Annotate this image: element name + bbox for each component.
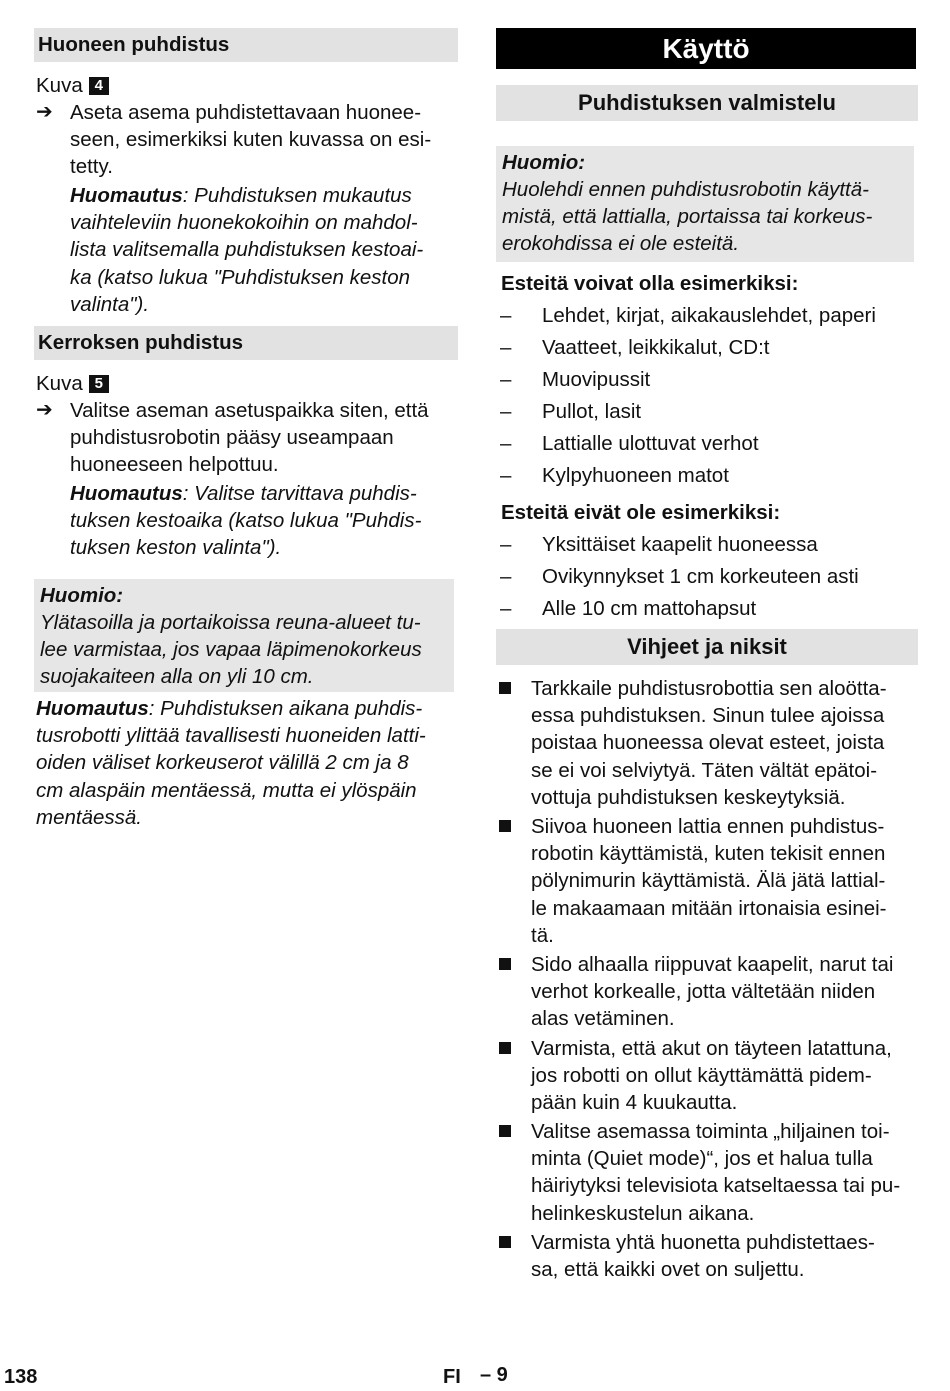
text-line: Valitse aseman asetuspaikka siten, että <box>70 399 429 422</box>
text-line: suojakaiteen alla on yli 10 cm. <box>40 665 314 688</box>
dash-marker: – <box>500 597 512 620</box>
tip-item <box>531 675 887 811</box>
figure-number-badge: 4 <box>89 77 109 95</box>
text-line: mentäessä. <box>36 805 142 829</box>
text-line: sa, että kaikki ovet on suljettu. <box>531 1258 805 1282</box>
text-line: se ei voi selviytyä. Täten vältät epätoi- <box>531 758 878 782</box>
square-bullet-icon <box>499 1125 511 1137</box>
caution-box-left <box>34 579 454 692</box>
step-text-1 <box>70 99 431 181</box>
arrow-right-icon: ➔ <box>36 399 53 421</box>
dash-marker: – <box>500 368 512 391</box>
text-line: erokohdissa ei ole esteitä. <box>502 232 740 255</box>
section-title-tips: Vihjeet ja niksit <box>496 629 918 665</box>
tip-item <box>531 1229 875 1283</box>
text-line: Sido alhaalla riippuvat kaapelit, narut tai <box>531 953 894 976</box>
text-line: : Puhdistuksen mukautus <box>182 184 412 207</box>
square-bullet-icon <box>499 682 511 694</box>
sub-page-number: – 9 <box>480 1364 508 1386</box>
dash-marker: – <box>500 464 512 487</box>
tip-item <box>531 1118 900 1227</box>
text-line: : Puhdistuksen aikana puhdis- <box>148 697 423 720</box>
text-line: verhot korkealle, jotta vältetään niiden <box>531 980 876 1004</box>
tip-item <box>531 813 887 949</box>
list-item: Muovipussit <box>542 368 651 391</box>
text-line: le makaamaan mitään irtonaisia esinei- <box>531 896 887 920</box>
square-bullet-icon <box>499 958 511 970</box>
text-line: tusrobotti ylittää tavallisesti huoneiden latti- <box>36 724 426 748</box>
square-bullet-icon <box>499 820 511 832</box>
tip-item <box>531 1035 892 1117</box>
text-line: vaihteleviin huonekokoihin on mahdol- <box>70 211 418 235</box>
list-item: Kylpyhuoneen matot <box>542 464 729 487</box>
caution-title: Huomio: <box>502 151 586 174</box>
final-note <box>36 695 426 831</box>
list-item: Pullot, lasit <box>542 400 642 423</box>
text-line: pölynimurin käyttämistä. Älä jätä lattial- <box>531 869 886 893</box>
text-line: puhdistusrobotin pääsy useampaan <box>70 426 394 450</box>
text-line: Siivoa huoneen lattia ennen puhdistus- <box>531 815 885 838</box>
dash-marker: – <box>500 533 512 556</box>
text-line: tetty. <box>70 155 113 179</box>
caution-content <box>34 579 454 693</box>
text-line: Aseta asema puhdistettavaan huonee- <box>70 101 422 124</box>
non-obstacles-heading: Esteitä eivät ole esimerkiksi: <box>501 501 781 524</box>
page-number: 138 <box>4 1366 38 1388</box>
section-title-preparation: Puhdistuksen valmistelu <box>496 85 918 121</box>
text-line: lee varmistaa, jos vapaa läpimenokorkeus <box>40 638 422 661</box>
text-line: poistaa huoneessa olevat esteet, joista <box>531 731 885 755</box>
text-line: huoneeseen helpottuu. <box>70 453 279 477</box>
text-line: valinta"). <box>70 292 150 316</box>
text-line: Huolehdi ennen puhdistusrobotin käyttä- <box>502 178 869 201</box>
list-item: Alle 10 cm mattohapsut <box>542 597 757 620</box>
text-line: mistä, että lattialla, portaissa tai korkeus- <box>502 205 873 228</box>
text-line: Varmista yhtä huonetta puhdistettaes- <box>531 1231 875 1254</box>
note-text-2 <box>70 480 421 562</box>
caution-title: Huomio: <box>40 584 124 607</box>
note-label: Huomautus <box>70 482 183 505</box>
section-heading-room-cleaning: Huoneen puhdistus <box>34 28 458 62</box>
text-line: ka (katso lukua "Puhdistuksen keston <box>70 265 411 289</box>
step-text-2 <box>70 397 429 479</box>
list-item: Ovikynnykset 1 cm korkeuteen asti <box>542 565 859 588</box>
dash-marker: – <box>500 565 512 588</box>
text-line: tä. <box>531 923 554 947</box>
text-line: jos robotti on ollut käyttämättä pidem- <box>531 1064 872 1088</box>
text-line: pään kuin 4 kuukautta. <box>531 1091 738 1115</box>
obstacles-heading: Esteitä voivat olla esimerkiksi: <box>501 272 799 295</box>
figure-label: Kuva <box>36 74 83 97</box>
figure-label: Kuva <box>36 372 83 395</box>
text-line: helinkeskustelun aikana. <box>531 1201 755 1225</box>
text-line: oiden väliset korkeuserot välillä 2 cm ja 8 <box>36 751 409 775</box>
dash-marker: – <box>500 304 512 327</box>
dash-marker: – <box>500 400 512 423</box>
figure-number-badge: 5 <box>89 375 109 393</box>
figure-reference-5 <box>36 370 109 397</box>
text-line: essa puhdistuksen. Sinun tulee ajoissa <box>531 704 885 728</box>
text-line: alas vetäminen. <box>531 1007 675 1031</box>
text-line: häiriytyksi televisiota katseltaessa tai pu- <box>531 1174 901 1198</box>
text-line: robotin käyttämistä, kuten tekisit ennen <box>531 842 886 866</box>
list-item: Lattialle ulottuvat verhot <box>542 432 759 455</box>
main-title: Käyttö <box>496 28 916 69</box>
language-code: FI <box>443 1366 461 1388</box>
text-line: Varmista, että akut on täyteen latattuna, <box>531 1037 892 1060</box>
figure-reference-4 <box>36 72 109 99</box>
dash-marker: – <box>500 336 512 359</box>
text-line: tuksen kestoaika (katso lukua "Puhdis- <box>70 509 422 533</box>
list-item: Vaatteet, leikkikalut, CD:t <box>542 336 770 359</box>
text-line: cm alaspäin mentäessä, mutta ei ylöspäin <box>36 778 417 802</box>
caution-box-right <box>496 146 914 262</box>
square-bullet-icon <box>499 1236 511 1248</box>
text-line: seen, esimerkiksi kuten kuvassa on esi- <box>70 128 432 152</box>
text-line: Valitse asemassa toiminta „hiljainen toi- <box>531 1120 890 1143</box>
note-label: Huomautus <box>36 697 149 720</box>
text-line: Ylätasoilla ja portaikoissa reuna-alueet tu- <box>40 611 421 634</box>
text-line: Tarkkaile puhdistusrobottia sen aloötta- <box>531 677 887 700</box>
dash-marker: – <box>500 432 512 455</box>
arrow-right-icon: ➔ <box>36 101 53 123</box>
text-line: vottuja puhdistuksen keskeytyksiä. <box>531 785 846 809</box>
note-text-1 <box>70 182 423 318</box>
text-line: : Valitse tarvittava puhdis- <box>182 482 417 505</box>
square-bullet-icon <box>499 1042 511 1054</box>
list-item: Lehdet, kirjat, aikakauslehdet, paperi <box>542 304 876 327</box>
section-heading-floor-cleaning: Kerroksen puhdistus <box>34 326 458 360</box>
text-line: tuksen keston valinta"). <box>70 536 282 560</box>
note-label: Huomautus <box>70 184 183 207</box>
text-line: lista valitsemalla puhdistuksen kestoai- <box>70 238 424 262</box>
caution-content <box>496 146 914 260</box>
text-line: minta (Quiet mode)“, jos et halua tulla <box>531 1147 873 1171</box>
list-item: Yksittäiset kaapelit huoneessa <box>542 533 818 556</box>
tip-item <box>531 951 893 1033</box>
